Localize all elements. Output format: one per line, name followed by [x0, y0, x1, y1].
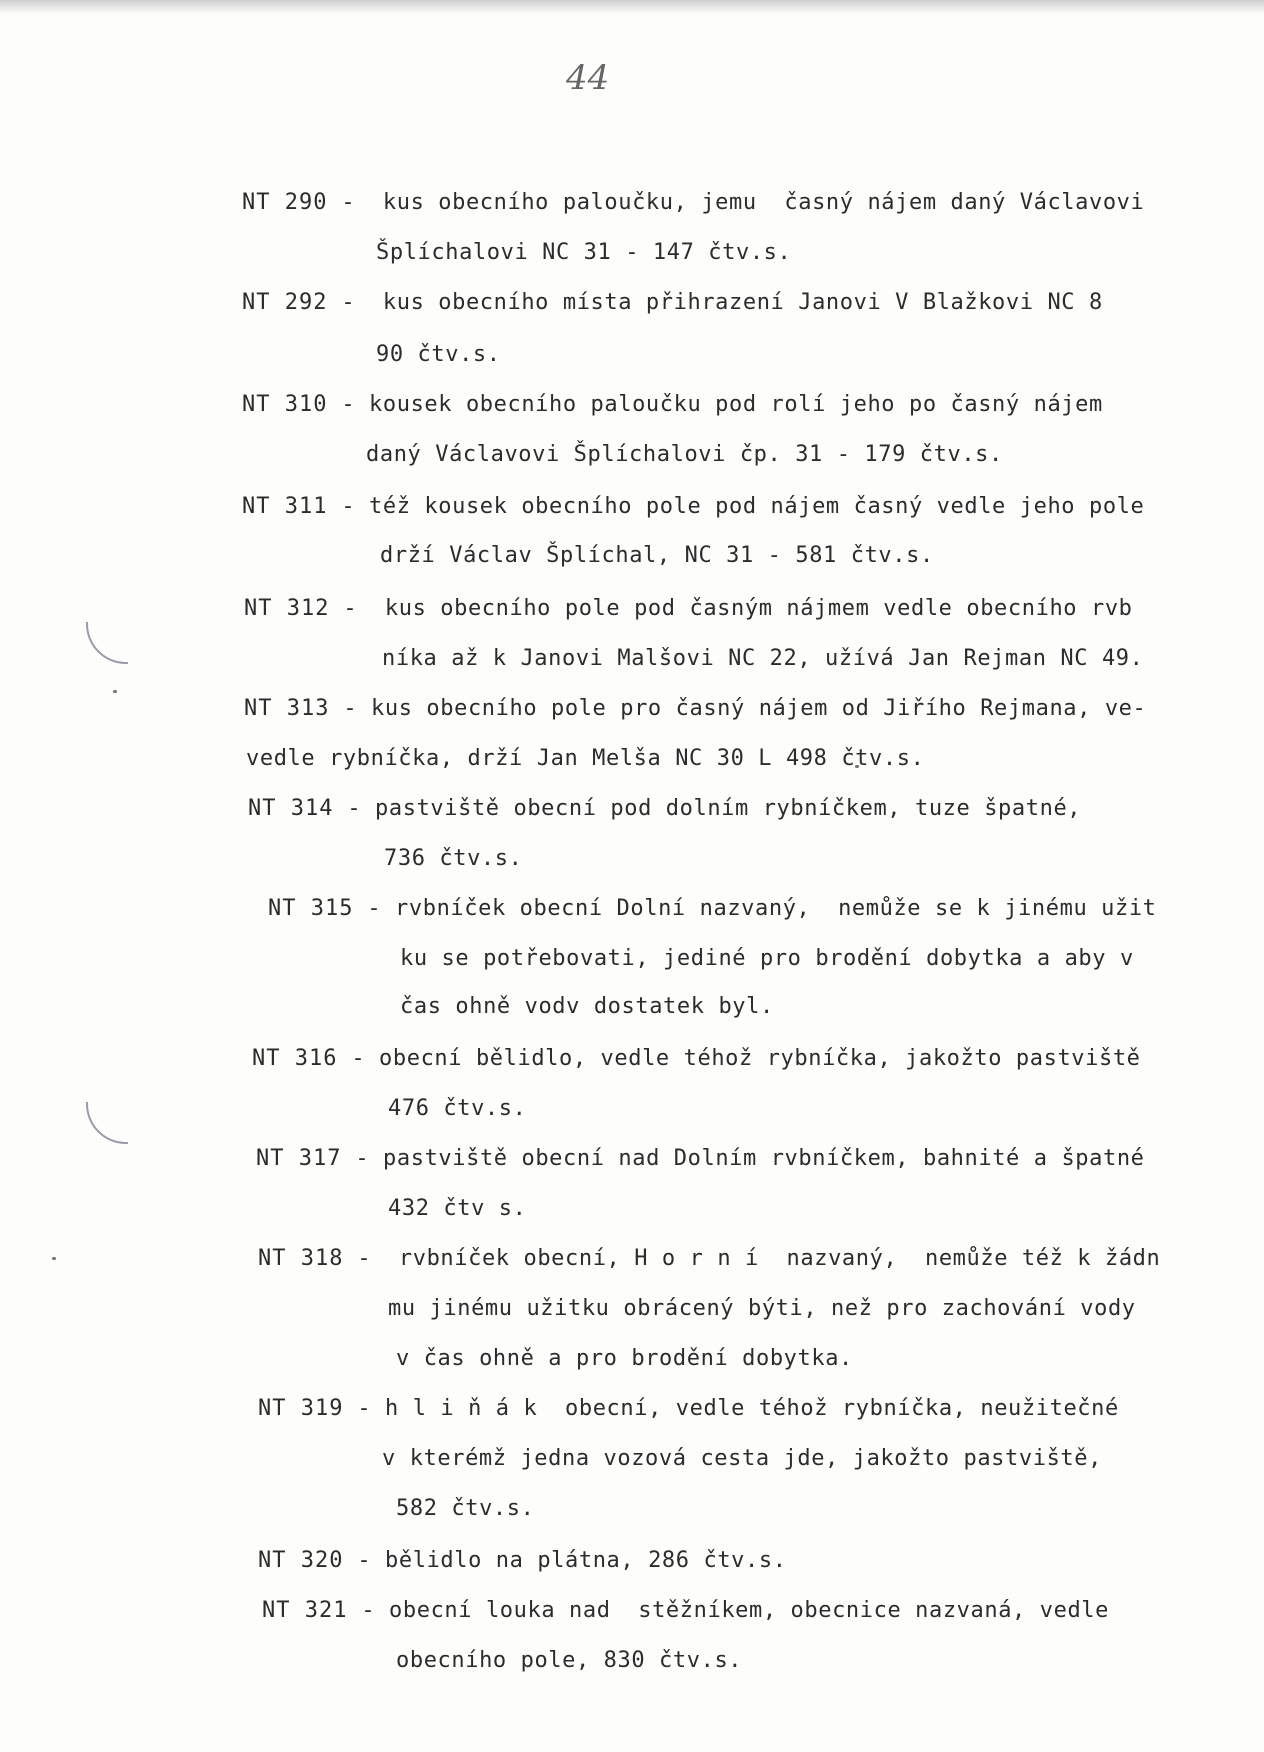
entry-code: NT 310: [242, 392, 328, 417]
entry-continuation-line: ku se potřebovati, jediné pro brodění dobytka a aby v: [400, 946, 1134, 971]
scan-speck: [52, 1257, 56, 1260]
entry-first-line: NT 319 - h l i ň á k obecní, vedle téhož rybníčka, neužitečné: [258, 1396, 1119, 1421]
entry-continuation-line: níka až k Janovi Malšovi NC 22, užívá Jan Rejman NC 49.: [382, 646, 1144, 671]
entry-first-line: NT 292 - kus obecního místa přihrazení Janovi V Blažkovi NC 8: [242, 290, 1103, 315]
entry-continuation-line: drží Václav Šplíchal, NC 31 - 581 čtv.s.: [380, 543, 934, 568]
entry-first-line: NT 290 - kus obecního paloučku, jemu časný nájem daný Václavovi: [242, 190, 1145, 215]
entry-first-line: NT 315 - rvbníček obecní Dolní nazvaný, nemůže se k jinému užit: [268, 896, 1157, 921]
entry-text: kus obecního místa přihrazení Janovi V Blažkovi NC 8: [382, 290, 1103, 315]
entry-first-line: NT 310 - kousek obecního paloučku pod rolí jeho po časný nájem: [242, 392, 1103, 417]
entry-code: NT 316: [252, 1046, 338, 1071]
entry-text: též kousek obecního pole pod nájem časný vedle jeho pole: [369, 494, 1145, 519]
entry-continuation-line: 582 čtv.s.: [396, 1496, 535, 1521]
entry-continuation-line: čas ohně vodv dostatek byl.: [400, 994, 774, 1019]
entry-continuation-line: mu jinému užitku obrácený býti, než pro zachování vody: [388, 1296, 1136, 1321]
entry-text: bělidlo na plátna, 286 čtv.s.: [385, 1548, 787, 1573]
scan-top-edge: [0, 0, 1264, 14]
entry-text: obecní bělidlo, vedle téhož rybníčka, jakožto pastviště: [379, 1046, 1141, 1071]
scan-speck: [113, 690, 117, 693]
entry-text: kus obecního pole pro časný nájem od Jiřího Rejmana, ve-: [371, 696, 1147, 721]
punch-hole-mark: [86, 622, 128, 664]
entry-text: kousek obecního paloučku pod rolí jeho po časný nájem: [369, 392, 1103, 417]
punch-hole-mark: [86, 1102, 128, 1144]
entry-code: NT 314: [248, 796, 334, 821]
entry-code: NT 317: [256, 1146, 342, 1171]
entry-continuation-line: vedle rybníčka, drží Jan Melša NC 30 L 498 čtv.s.: [246, 746, 925, 771]
entry-code: NT 320: [258, 1548, 344, 1573]
entry-text: pastviště obecní nad Dolním rvbníčkem, bahnité a špatné: [383, 1146, 1145, 1171]
entry-code: NT 318: [258, 1246, 344, 1271]
entry-first-line: NT 312 - kus obecního pole pod časným nájmem vedle obecního rvb: [244, 596, 1133, 621]
entry-code: NT 315: [268, 896, 354, 921]
entry-continuation-line: 476 čtv.s.: [388, 1096, 527, 1121]
entry-continuation-line: daný Václavovi Šplíchalovi čp. 31 - 179 čtv.s.: [366, 442, 1003, 467]
entry-text: rvbníček obecní Dolní nazvaný, nemůže se k jinému užit: [395, 896, 1157, 921]
entry-first-line: NT 317 - pastviště obecní nad Dolním rvbníčkem, bahnité a špatné: [256, 1146, 1145, 1171]
entry-code: NT 290: [242, 190, 328, 215]
entry-text: rvbníček obecní, H o r n í nazvaný, nemůže též k žádn: [398, 1246, 1161, 1271]
entry-continuation-line: obecního pole, 830 čtv.s.: [396, 1648, 743, 1673]
entry-first-line: NT 313 - kus obecního pole pro časný nájem od Jiřího Rejmana, ve-: [244, 696, 1147, 721]
entry-code: NT 313: [244, 696, 330, 721]
entry-continuation-line: Šplíchalovi NC 31 - 147 čtv.s.: [376, 240, 792, 265]
page-number: 44: [566, 58, 610, 98]
entry-first-line: NT 321 - obecní louka nad stěžníkem, obecnice nazvaná, vedle: [262, 1598, 1109, 1623]
entry-text: pastviště obecní pod dolním rybníčkem, tuze špatné,: [375, 796, 1082, 821]
entry-first-line: NT 316 - obecní bělidlo, vedle téhož rybníčka, jakožto pastviště: [252, 1046, 1141, 1071]
entry-first-line: NT 318 - rvbníček obecní, H o r n í nazvaný, nemůže též k žádn: [258, 1246, 1161, 1271]
entry-continuation-line: 90 čtv.s.: [376, 342, 501, 367]
entry-text: h l i ň á k obecní, vedle téhož rybníčka, neužitečné: [385, 1396, 1119, 1421]
entry-continuation-line: 736 čtv.s.: [384, 846, 523, 871]
entry-code: NT 319: [258, 1396, 344, 1421]
entry-first-line: NT 311 - též kousek obecního pole pod nájem časný vedle jeho pole: [242, 494, 1145, 519]
entry-code: NT 312: [244, 596, 330, 621]
entry-first-line: NT 314 - pastviště obecní pod dolním rybníčkem, tuze špatné,: [248, 796, 1082, 821]
entry-code: NT 292: [242, 290, 328, 315]
entry-continuation-line: 432 čtv s.: [388, 1196, 527, 1221]
entry-continuation-line: v čas ohně a pro brodění dobytka.: [396, 1346, 853, 1371]
entry-code: NT 321: [262, 1598, 348, 1623]
entry-text: kus obecního paloučku, jemu časný nájem daný Václavovi: [382, 190, 1145, 215]
entry-continuation-line: v kterémž jedna vozová cesta jde, jakožto pastviště,: [382, 1446, 1102, 1471]
entry-first-line: NT 320 - bělidlo na plátna, 286 čtv.s.: [258, 1548, 787, 1573]
entry-text: kus obecního pole pod časným nájmem vedle obecního rvb: [384, 596, 1133, 621]
entry-text: obecní louka nad stěžníkem, obecnice nazvaná, vedle: [389, 1598, 1109, 1623]
entry-code: NT 311: [242, 494, 328, 519]
